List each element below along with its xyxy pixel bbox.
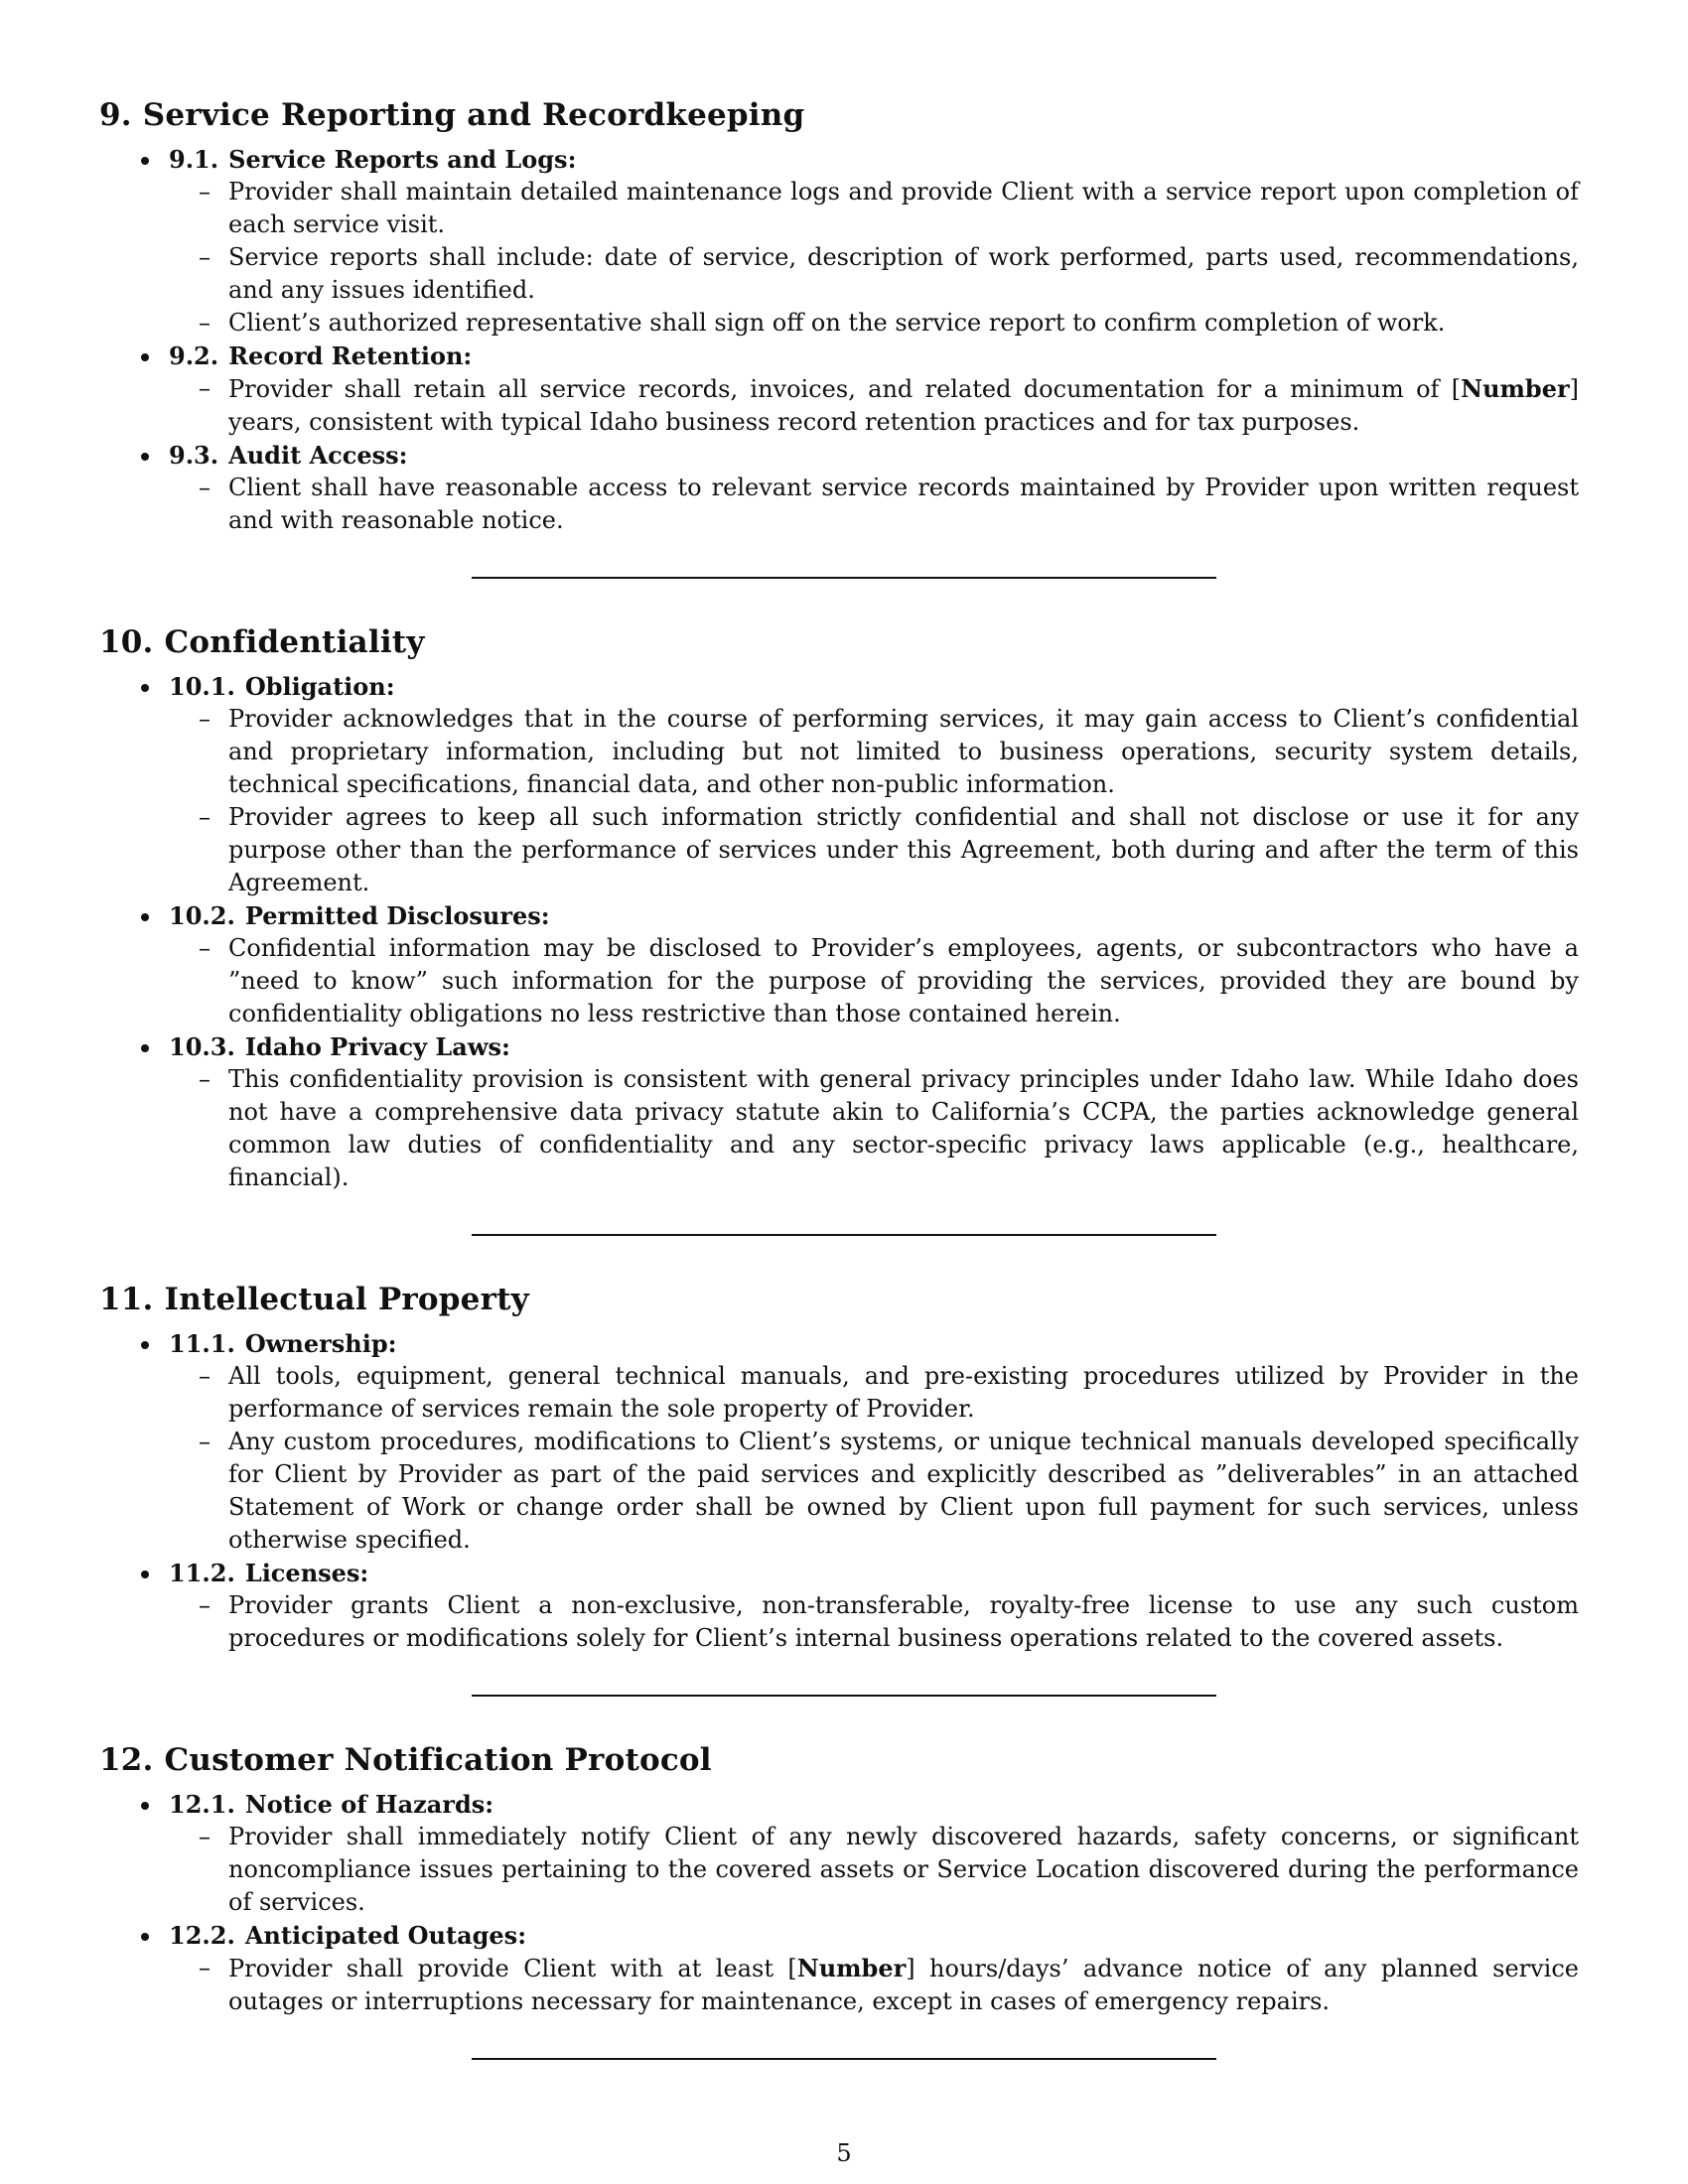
subsection-heading-text: Licenses: (244, 1559, 369, 1587)
subsection-number: 9.3. (169, 441, 219, 470)
paragraph: – Client’s authorized representative shall sign off on the service report to confirm completion of work. (169, 307, 1579, 340)
subsection-heading-text: Idaho Privacy Laws: (244, 1032, 510, 1061)
subsection-heading-text: Ownership: (244, 1329, 397, 1358)
subsection-heading (169, 1919, 1589, 1952)
paragraph: – Provider grants Client a non-exclusive, non-transferable, royalty-free license to use any such custom procedures or modifications solely for Client’s internal business operations related to the covered assets. (169, 1589, 1579, 1655)
subsection (99, 1030, 1589, 1194)
section-title: 10. Confidentiality (99, 624, 425, 660)
paragraph-list (169, 372, 1589, 439)
subsection-number: 9.1. (169, 145, 219, 174)
subsection-heading-text: Obligation: (244, 672, 395, 701)
subsection-heading (169, 143, 1589, 176)
paragraph-list (169, 472, 1589, 537)
subsection-list (99, 1327, 1589, 1655)
section-title: 12. Customer Notification Protocol (99, 1742, 712, 1778)
subsection (99, 670, 1589, 899)
subsection-heading (169, 340, 1589, 372)
subsection-heading-text: Audit Access: (228, 441, 408, 470)
subsection (99, 439, 1589, 537)
subsection-number: 10.2. (169, 901, 235, 930)
subsection-heading-text: Notice of Hazards: (244, 1790, 494, 1819)
subsection (99, 340, 1589, 439)
paragraph: – Any custom procedures, modifications to Client’s systems, or unique technical manuals developed specifically for Client by Provider as part of the paid services and explicitly described as ”deliverables” in an attached Statement of Work or change order shall be owned by Client upon full payment for such services, unless otherwise specified. (169, 1426, 1579, 1557)
paragraph: – All tools, equipment, general technical manuals, and pre-existing procedures utilized by Provider in the performance of services remain the sole property of Provider. (169, 1360, 1579, 1426)
paragraph-list (169, 1952, 1589, 2018)
subsection-heading (169, 1030, 1589, 1063)
subsection (99, 1788, 1589, 1919)
subsection-heading-text: Anticipated Outages: (244, 1921, 527, 1950)
section (99, 1740, 1589, 2060)
subsection-heading-text: Record Retention: (228, 341, 473, 370)
subsection-heading-text: Service Reports and Logs: (228, 145, 577, 174)
section (99, 622, 1589, 1236)
subsection-heading (169, 1327, 1589, 1360)
section-divider (472, 577, 1216, 579)
section (99, 1280, 1589, 1697)
paragraph: – Client shall have reasonable access to relevant service records maintained by Provider upon written request and with reasonable notice. (169, 472, 1579, 537)
subsection-number: 12.2. (169, 1921, 235, 1950)
paragraph: – Provider shall provide Client with at least [Number] hours/days’ advance notice of any planned service outages or interruptions necessary for maintenance, except in cases of emergency repairs. (169, 1952, 1579, 2018)
page-number: 5 (836, 2139, 852, 2167)
subsection-list (99, 143, 1589, 537)
subsection-heading (169, 439, 1589, 472)
paragraph-list (169, 932, 1589, 1030)
subsection (99, 143, 1589, 340)
subsection-number: 11.1. (169, 1329, 235, 1358)
paragraph-list (169, 1360, 1589, 1557)
subsection-heading (169, 1557, 1589, 1589)
paragraph: – Service reports shall include: date of service, description of work performed, parts used, recommendations, and any issues identified. (169, 241, 1579, 307)
subsection (99, 1557, 1589, 1655)
subsection-number: 12.1. (169, 1790, 235, 1819)
subsection-number: 9.2. (169, 341, 219, 370)
paragraph: – Provider shall maintain detailed maintenance logs and provide Client with a service report upon completion of each service visit. (169, 176, 1579, 241)
subsection-heading-text: Permitted Disclosures: (244, 901, 550, 930)
section-divider (472, 2058, 1216, 2060)
paragraph-list (169, 176, 1589, 340)
section-title: 11. Intellectual Property (99, 1282, 529, 1317)
subsection-heading (169, 670, 1589, 703)
document-page (99, 95, 1589, 2060)
paragraph-list (169, 1063, 1589, 1194)
subsection-number: 10.3. (169, 1032, 235, 1061)
sections-container (99, 95, 1589, 2060)
paragraph-list (169, 1589, 1589, 1655)
paragraph: – Confidential information may be disclosed to Provider’s employees, agents, or subcontractors who have a ”need to know” such information for the purpose of providing the services, provided they are bound by confidentiality obligations no less restrictive than those contained herein. (169, 932, 1579, 1030)
subsection-number: 10.1. (169, 672, 235, 701)
paragraph-list (169, 703, 1589, 899)
section-title: 9. Service Reporting and Recordkeeping (99, 97, 805, 133)
paragraph: – This confidentiality provision is consistent with general privacy principles under Idaho law. While Idaho does not have a comprehensive data privacy statute akin to California’s CCPA, the parties acknowledge general common law duties of confidentiality and any sector-specific privacy laws applicable (e.g., healthcare, financial). (169, 1063, 1579, 1194)
subsection-heading (169, 1788, 1589, 1821)
paragraph-list (169, 1821, 1589, 1919)
subsection-list (99, 1788, 1589, 2018)
paragraph: – Provider shall immediately notify Client of any newly discovered hazards, safety concerns, or significant noncompliance issues pertaining to the covered assets or Service Location discovered during the performance of services. (169, 1821, 1579, 1919)
paragraph: – Provider agrees to keep all such information strictly confidential and shall not disclose or use it for any purpose other than the performance of services under this Agreement, both during and after the term of this Agreement. (169, 801, 1579, 899)
section-divider (472, 1695, 1216, 1697)
subsection (99, 1327, 1589, 1557)
subsection-number: 11.2. (169, 1559, 235, 1587)
paragraph: – Provider acknowledges that in the course of performing services, it may gain access to Client’s confidential and proprietary information, including but not limited to business operations, security system details, technical specifications, financial data, and other non-public information. (169, 703, 1579, 801)
subsection (99, 1919, 1589, 2018)
subsection-list (99, 670, 1589, 1194)
paragraph: – Provider shall retain all service records, invoices, and related documentation for a minimum of [Number] years, consistent with typical Idaho business record retention practices and for tax purposes. (169, 372, 1579, 439)
subsection-heading (169, 899, 1589, 932)
subsection (99, 899, 1589, 1030)
section (99, 95, 1589, 579)
section-divider (472, 1234, 1216, 1236)
